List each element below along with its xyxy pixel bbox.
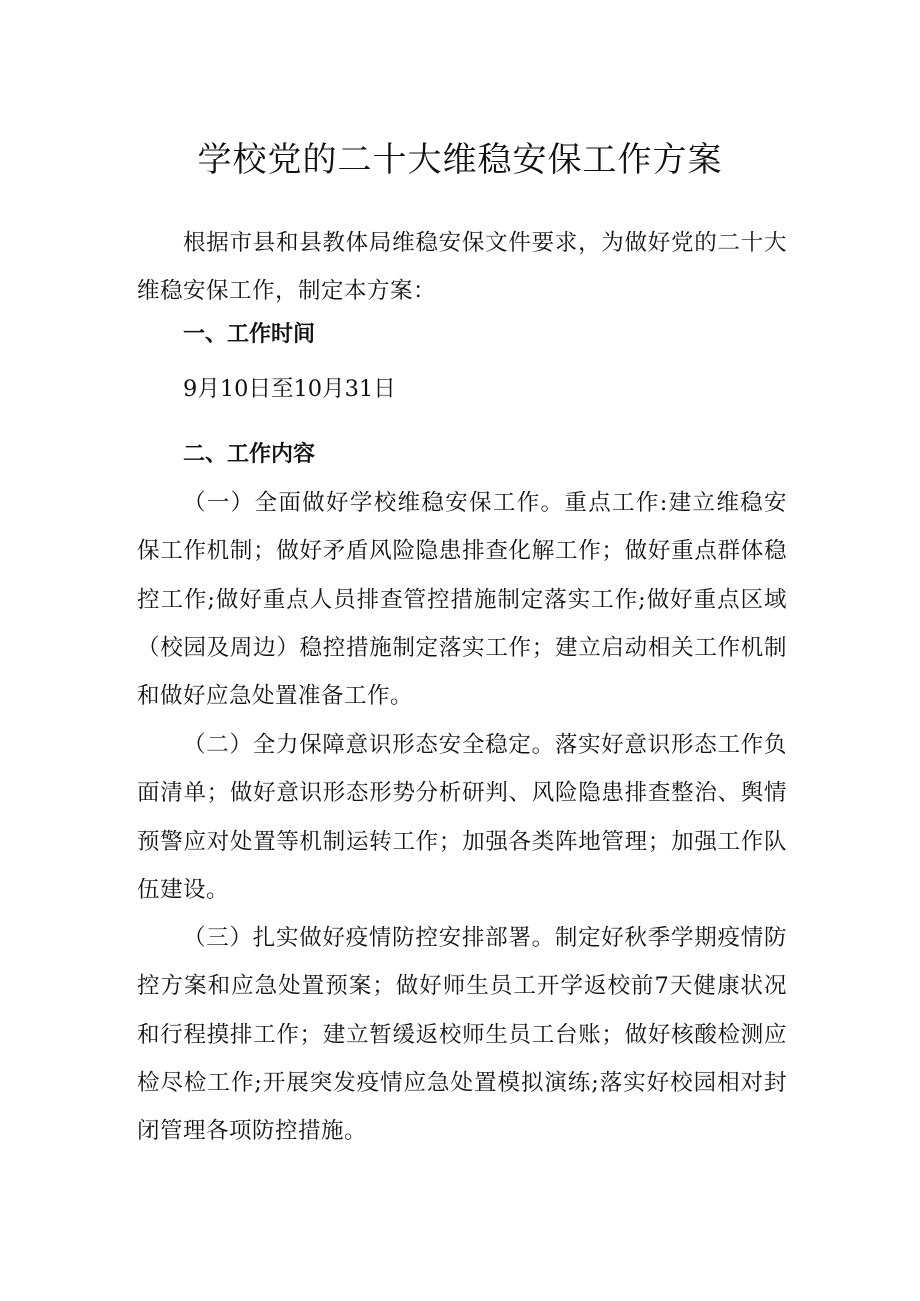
section-heading-work-time: 一、工作时间	[183, 322, 316, 347]
section-heading-work-content: 二、工作内容	[183, 442, 316, 467]
intro-paragraph: 根据市县和县教体局维稳安保文件要求，为做好党的二十大维稳安保工作，制定本方案：	[137, 230, 787, 305]
work-time-dates: 9月10日至10月31日	[183, 376, 396, 402]
content-item-1: （一）全面做好学校维稳安保工作。重点工作:建立维稳安保工作机制；做好矛盾风险隐患排查化解工作；做好重点群体稳控工作;做好重点人员排查管控措施制定落实工作;做好重点区域（校园及周边）稳控措施制定落实工作；建立启动相关工作机制和做好应急处置准备工作。	[137, 490, 787, 710]
content-item-3: （三）扎实做好疫情防控安排部署。制定好秋季学期疫情防控方案和应急处置预案；做好师生员工开学返校前7天健康状况和行程摸排工作；建立暂缓返校师生员工台账；做好核酸检测应检尽检工作;开展突发疫情应急处置模拟演练;落实好校园相对封闭管理各项防控措施。	[137, 925, 787, 1145]
content-item-2: （二）全力保障意识形态安全稳定。落实好意识形态工作负面清单；做好意识形态形势分析研判、风险隐患排查整治、舆情预警应对处置等机制运转工作；加强各类阵地管理；加强工作队伍建设。	[137, 732, 787, 903]
document-title: 学校党的二十大维稳安保工作方案	[197, 140, 723, 180]
